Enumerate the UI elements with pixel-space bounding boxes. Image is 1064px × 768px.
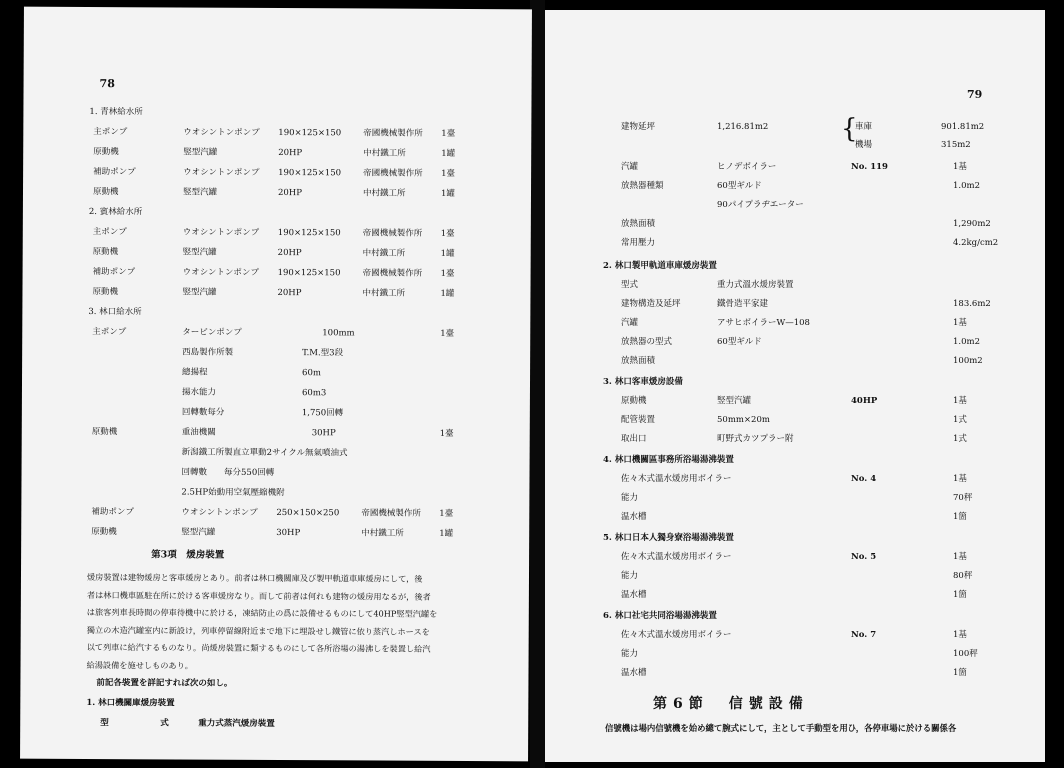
cell: 1基 [953, 474, 967, 484]
cell: 原動機 [93, 147, 119, 158]
cell: 放熱器の型式 [621, 337, 673, 347]
section-label: 5. 林口日本人獨身寮浴場湯沸裝置 [603, 533, 734, 543]
section-heading: 第6節 信號設備 [653, 696, 809, 712]
cell: 190×125×150 [278, 128, 342, 139]
cell: 1,290m2 [953, 219, 991, 229]
cell: 温水槽 [621, 512, 647, 522]
cell: 放熱面積 [621, 356, 656, 366]
cell: 1臺 [439, 508, 454, 519]
cell: 中村鐵工所 [362, 288, 406, 299]
cell: 汽罐 [621, 318, 639, 328]
page-number: 79 [967, 88, 983, 101]
cell: 60型ギルド [717, 181, 762, 191]
section-label: 1. 青林給水所 [89, 107, 143, 118]
cell: 1基 [953, 630, 967, 640]
cell: 1,750回轉 [301, 408, 344, 419]
table-row [22, 387, 530, 399]
cell: 40HP [851, 396, 878, 406]
cell: 190×125×150 [277, 268, 341, 279]
paragraph-note: 前記各裝置を詳記すれば次の如し。 [96, 678, 233, 689]
cell: 補助ポンプ [92, 267, 136, 278]
cell: No. 7 [851, 630, 877, 640]
cell: 1箇 [953, 512, 967, 522]
cell: 車庫 [855, 122, 873, 132]
cell: 1臺 [439, 428, 454, 439]
cell: No. 119 [851, 162, 888, 172]
cell: タービンポンプ [182, 327, 242, 338]
cell: 重油機關 [181, 427, 216, 438]
left-page [20, 7, 532, 762]
section-label: 2. 林口製甲軌道車庫煖房裝置 [603, 261, 717, 271]
cell: 190×125×150 [277, 228, 341, 239]
cell: 1基 [953, 552, 967, 562]
cell: 1臺 [440, 268, 455, 279]
cell: 1臺 [441, 168, 456, 179]
cell: 竪型汽罐 [182, 187, 218, 198]
cell: 1式 [953, 434, 967, 444]
cell: 1基 [953, 162, 967, 172]
cell: 中村鐵工所 [363, 148, 406, 159]
cell: 1罐 [441, 148, 456, 159]
cell: 竪型汽罐 [717, 396, 752, 406]
section-label: 2. 賓林給水所 [88, 207, 143, 218]
cell: 1箇 [953, 590, 967, 600]
cell: 佐々木式溫水煖房用ボイラー [621, 552, 732, 562]
cell: 1.0m2 [953, 181, 980, 191]
cell: 揚水能力 [181, 387, 216, 398]
cell: 80秤 [953, 571, 973, 581]
cell: ウオシントンポンプ [183, 167, 260, 178]
cell: 原動機 [92, 247, 119, 258]
cell: 100m2 [953, 356, 983, 366]
cell: 補助ポンプ [93, 167, 136, 178]
cell: 60m [302, 368, 321, 379]
cell: 1,216.81m2 [717, 122, 769, 132]
cell: 重力式蒸汽煖房裝置 [198, 718, 275, 729]
cell: 1罐 [440, 248, 455, 259]
paragraph-line: 煖房裝置は建物煖房と客車煖房とあり。前者は林口機關庫及び製甲軌道車庫煖房にして，後 [86, 572, 423, 584]
cell: 原動機 [92, 287, 119, 298]
cell: 主ポンプ [92, 327, 127, 338]
cell: 放熱器種類 [621, 181, 664, 191]
cell: 315m2 [941, 140, 971, 150]
paragraph-line: 信號機は場内信號機を始め總て腕式にして，主として手動型を用ひ，各停車場に於ける關係各 [605, 723, 957, 733]
cell: 温水槽 [621, 668, 647, 678]
cell: 竪型汽罐 [183, 147, 218, 158]
cell: 1罐 [439, 528, 454, 539]
cell: ウオシントンポンプ [182, 227, 260, 238]
table-row [20, 718, 528, 729]
cell: 放熱面積 [621, 219, 656, 229]
right-page [545, 10, 1045, 762]
cell: 佐々木式溫水煖房用ボイラー [621, 630, 732, 640]
cell: 190×125×150 [278, 168, 342, 179]
cell: 1臺 [441, 128, 456, 139]
cell: 30HP [276, 528, 301, 539]
cell: 原動機 [621, 396, 647, 406]
cell: 250×150×250 [276, 508, 340, 519]
cell: 1箇 [953, 668, 967, 678]
cell: 帝國機械製作所 [362, 268, 423, 279]
cell: 鐵骨造平家建 [717, 299, 769, 309]
cell: 温水槽 [621, 590, 647, 600]
cell: 帝國機械製作所 [361, 508, 421, 519]
brace: { [841, 114, 858, 144]
section-label: 6. 林口社宅共同浴場湯沸裝置 [603, 611, 717, 621]
cell: 主ポンプ [92, 227, 127, 238]
engine-detail: 2.5HP始動用空氣壓縮機附 [181, 487, 285, 499]
cell: 能力 [621, 571, 639, 581]
table-row [21, 507, 529, 519]
cell: 主ポンプ [93, 127, 128, 138]
table-row [21, 527, 529, 539]
table-row [22, 407, 530, 419]
cell: 60型ギルド [717, 337, 762, 347]
cell: 20HP [277, 288, 302, 299]
paragraph [86, 569, 437, 676]
cell: 能力 [621, 493, 639, 503]
cell: 原動機 [92, 187, 119, 198]
table-row [23, 187, 531, 199]
cell: 1罐 [440, 288, 455, 299]
cell: 建物構造及延坪 [621, 299, 681, 309]
paragraph-line: 獨立の木造汽罐室内に新設け，列車停留線附近まで地下に埋設せし鐵管に依り蒸汽しホースを [86, 624, 430, 637]
table-row [23, 287, 531, 299]
cell: 配管裝置 [621, 415, 656, 425]
cell: 竪型汽罐 [182, 287, 217, 298]
section-label: 3. 林口給水所 [88, 307, 142, 318]
cell: 取出口 [621, 434, 647, 444]
paragraph-line: 以て列車に給汽するものなり。尚煖房裝置に類するものにして各所浴場の湯沸しを裝置し給汽 [86, 642, 431, 654]
paragraph-line: 給湯設備を施せしものあり。 [86, 659, 194, 671]
cell: 帝國機械製作所 [363, 168, 423, 179]
page-number: 78 [99, 77, 115, 91]
cell: 原動機 [91, 527, 117, 538]
cell: 常用壓力 [621, 238, 656, 248]
cell: 60m3 [301, 388, 327, 399]
cell: 183.6m2 [953, 299, 991, 309]
cell: 能力 [621, 649, 639, 659]
item-heading: 1. 林口機關庫煖房裝置 [86, 698, 175, 709]
book-gutter [530, 0, 545, 768]
cell: 佐々木式溫水煖房用ボイラー [621, 474, 732, 484]
cell: 帝國機械製作所 [363, 128, 423, 139]
cell: ヒノデボイラー [717, 162, 777, 172]
cell: 1基 [953, 318, 967, 328]
cell: 補助ポンプ [91, 507, 134, 518]
cell: 回轉數每分 [181, 407, 225, 418]
cell: 建物延坪 [621, 122, 656, 132]
cell: 20HP [277, 248, 302, 259]
table-row [22, 347, 530, 359]
cell: 1臺 [440, 228, 455, 239]
cell: 1基 [953, 396, 967, 406]
cell: 1.0m2 [953, 337, 980, 347]
table-row [22, 327, 530, 339]
cell: 1臺 [440, 328, 455, 339]
cell: ウオシントンポンプ [183, 127, 260, 138]
table-row [23, 247, 531, 259]
cell: 西島製作所製 [182, 347, 234, 358]
cell: 中村鐵工所 [362, 188, 406, 199]
cell: 原動機 [91, 427, 118, 438]
cell: 1式 [953, 415, 967, 425]
engine-detail: 回轉數 毎分550回轉 [181, 467, 275, 478]
cell: 帝國機械製作所 [362, 228, 423, 239]
cell: 町野式カツプラー附 [717, 434, 794, 444]
table-row [23, 227, 531, 239]
cell: 重力式溫水煖房裝置 [717, 280, 794, 290]
table-row [23, 127, 531, 139]
table-row [23, 147, 531, 159]
cell: ウオシントンポンプ [182, 267, 259, 278]
cell: 100mm [322, 328, 355, 339]
table-row [22, 367, 530, 379]
cell: 20HP [277, 188, 302, 199]
cell: 型式 [621, 280, 639, 290]
section-label: 4. 林口機關區事務所浴場湯沸裝置 [603, 455, 734, 465]
cell: 汽罐 [621, 162, 639, 172]
cell: アサヒボイラーW—108 [717, 318, 810, 328]
cell: 901.81m2 [941, 122, 985, 132]
section-heading: 第3項 煖房裝置 [151, 549, 225, 561]
cell: 式 [160, 718, 169, 729]
cell: 50mm×20m [717, 415, 770, 425]
cell: T.M.型3段 [302, 348, 344, 359]
cell: 竪型汽罐 [182, 247, 217, 258]
engine-detail: 新潟鐵工所製直立單動2サイクル無氣噴油式 [181, 447, 348, 459]
cell: 1罐 [440, 188, 455, 199]
cell: 90パイプラヂエーター [717, 200, 804, 210]
paragraph-line: は旅客列車長時間の停車待機中に於ける，凍結防止の爲に設備せるものにして40HP竪型汽罐を [86, 607, 438, 619]
cell: 機場 [855, 140, 873, 150]
cell: 型 [100, 718, 109, 729]
paragraph-line: 者は林口機車區駐在所に於ける客車煖房なり。而して前者は何れも建物の煖房用なるが，後者 [86, 589, 431, 602]
cell: No. 4 [851, 474, 877, 484]
cell: 竪型汽罐 [181, 527, 216, 538]
cell: 中村鐵工所 [361, 528, 404, 539]
cell: 70秤 [953, 493, 973, 503]
table-row [23, 267, 531, 279]
table-row [23, 167, 531, 179]
section-label: 3. 林口客車煖房設備 [603, 377, 683, 387]
cell: 4.2kg/cm2 [953, 238, 999, 248]
cell: 100秤 [953, 649, 978, 659]
cell: ウオシントンポンプ [181, 507, 258, 518]
table-row [22, 427, 530, 439]
cell: 30HP [311, 428, 336, 439]
cell: No. 5 [851, 552, 877, 562]
cell: 中村鐵工所 [362, 248, 406, 259]
cell: 總揚程 [182, 367, 208, 378]
cell: 20HP [278, 148, 303, 159]
